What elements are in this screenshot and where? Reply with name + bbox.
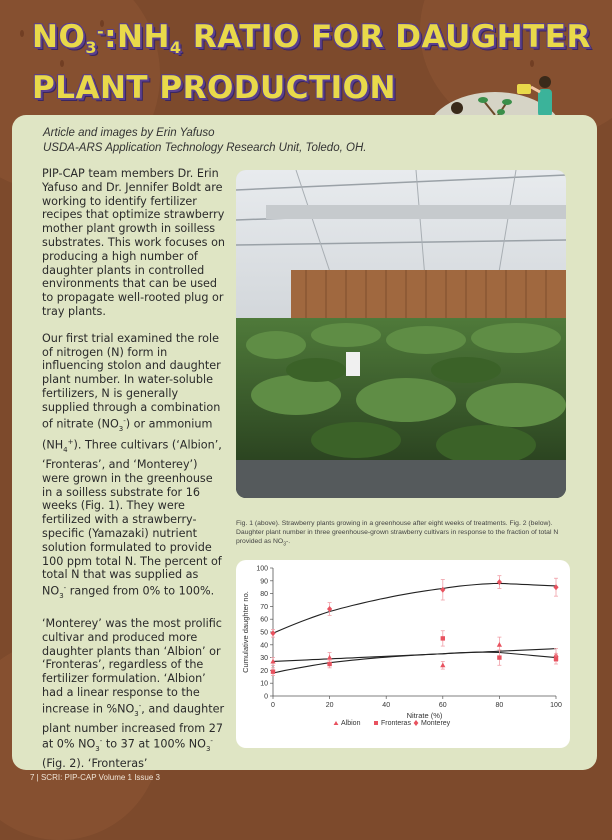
point-fronteras xyxy=(497,655,501,659)
point-albion xyxy=(440,662,445,667)
page-footer: 7 | SCRI: PIP-CAP Volume 1 Issue 3 xyxy=(30,773,160,782)
byline xyxy=(43,126,413,156)
background-seed xyxy=(20,30,24,37)
title-line2: PLANT PRODUCTION xyxy=(32,70,396,106)
greenhouse-photo xyxy=(236,170,566,498)
point-monterey xyxy=(553,584,558,590)
y-tick-label: 30 xyxy=(260,655,268,663)
legend-label-albion: Albion xyxy=(341,720,361,727)
text-run: ). Three cultivars (‘Albion’, ‘Fronteras’, and ‘Monterey’) were grown in the greenhouse in a soilless substrate for 16 weeks (Fig. 1). They were fertilized with a strawberry-specific (Yamazaki) nutrient solution formulated to provide 100 ppm total N. The percent of total N that was supplied as NO xyxy=(42,439,222,598)
x-axis-label: Nitrate (%) xyxy=(406,711,443,720)
title-no-superscript: - xyxy=(96,22,105,41)
y-tick-label: 10 xyxy=(260,680,268,688)
point-fronteras xyxy=(271,669,275,673)
title-nh-subscript: 4 xyxy=(169,38,182,57)
text-run: ranged from 0% to 100%. xyxy=(66,584,215,598)
paragraph-trial xyxy=(42,332,225,604)
fit-line-monterey xyxy=(273,583,556,633)
text-superscript: - xyxy=(138,701,142,710)
y-tick-label: 50 xyxy=(260,629,268,637)
text-superscript: - xyxy=(123,416,126,425)
y-tick-label: 60 xyxy=(260,616,268,624)
point-albion xyxy=(327,655,332,660)
point-fronteras xyxy=(441,636,445,640)
text-subscript: 4 xyxy=(63,446,68,455)
text-subscript: 3 xyxy=(118,424,124,433)
paragraph-intro: PIP-CAP team members Dr. Erin Yafuso and Dr. Jennifer Boldt are working to identify fertilizer recipes that optimize strawberry mother plant growth in soilless substrates. This work focuses on producing a high number of daughter plants in controlled environments that can be used to propagate well-rooted plug or tray plants. xyxy=(42,167,226,318)
y-tick-label: 70 xyxy=(260,603,268,611)
x-tick-label: 80 xyxy=(495,702,504,709)
title-separator: : xyxy=(104,19,117,55)
text-subscript: 3 xyxy=(205,745,211,754)
text-superscript: - xyxy=(99,737,103,746)
legend-marker-fronteras xyxy=(374,721,378,725)
text-run: , and daughter plant number increased from 27 at 0% NO xyxy=(42,702,225,752)
caption-end: -. xyxy=(286,538,291,545)
text-run: (Fig. 2). ‘Fronteras’ xyxy=(42,757,148,771)
text-superscript: + xyxy=(67,438,74,447)
daughter-plant-chart xyxy=(236,560,570,748)
x-tick-label: 20 xyxy=(325,702,334,709)
point-fronteras xyxy=(554,657,558,661)
caption-subscript: 3 xyxy=(283,541,287,548)
point-fronteras xyxy=(327,662,331,666)
title-no-subscript: 3 xyxy=(85,38,97,57)
paragraph-results xyxy=(42,617,225,771)
y-tick-label: 100 xyxy=(256,565,268,573)
text-run: ) or ammonium (NH xyxy=(42,417,213,453)
x-tick-label: 0 xyxy=(271,702,275,709)
x-tick-label: 100 xyxy=(550,702,562,709)
figure-caption xyxy=(236,519,568,549)
point-monterey xyxy=(497,579,502,585)
text-run: to 37 at 100% NO xyxy=(102,738,206,752)
y-tick-label: 40 xyxy=(260,642,268,650)
title-nh: NH xyxy=(117,19,170,55)
y-axis-label: Cumulative daughter no. xyxy=(241,591,250,673)
text-superscript: - xyxy=(210,737,213,746)
text-subscript: 3 xyxy=(134,709,139,718)
legend-label-monterey: Monterey xyxy=(421,720,451,727)
point-monterey xyxy=(270,630,275,636)
x-tick-label: 40 xyxy=(382,702,391,709)
legend-label-fronteras: Fronteras xyxy=(381,720,411,727)
text-subscript: 3 xyxy=(59,592,64,601)
y-tick-label: 0 xyxy=(264,693,268,701)
text-run: Our first trial examined the role of nitrogen (N) form in influencing stolon and daughter plant number. In water-soluble fertilizers, N is generally supplied through a combination of nitrate (NO xyxy=(42,331,221,431)
title-no: NO xyxy=(32,19,86,55)
y-tick-label: 20 xyxy=(260,667,268,675)
fit-line-fronteras xyxy=(273,652,556,673)
byline-author: Article and images by Erin Yafuso xyxy=(43,127,215,139)
chart-svg xyxy=(236,560,570,748)
x-tick-label: 60 xyxy=(438,702,447,709)
point-albion xyxy=(497,642,502,647)
caption-text: Fig. 1 (above). Strawberry plants growing in a greenhouse after eight weeks of treatments. Fig. 2 (below). Daughter plant number in three greenhouse-grown strawberry cultivars in response to the fraction of total N provided as NO xyxy=(236,520,559,545)
legend-marker-monterey xyxy=(414,720,419,726)
text-run: ‘Monterey’ was the most prolific cultivar and produced more daughter plants than ‘Albion’ or ‘Fronteras’, regardless of the fertilizer formulation. ‘Albion’ had a linear response to the increase in %NO xyxy=(42,617,222,716)
legend-marker-albion xyxy=(334,721,339,725)
y-tick-label: 90 xyxy=(260,578,268,586)
title-line1-rest: RATIO FOR DAUGHTER xyxy=(181,19,591,55)
article-body xyxy=(42,167,225,784)
text-superscript: - xyxy=(63,584,67,593)
y-tick-label: 80 xyxy=(260,591,268,599)
byline-affiliation: USDA-ARS Application Technology Research Unit, Toledo, OH. xyxy=(43,142,367,154)
text-subscript: 3 xyxy=(95,745,100,754)
